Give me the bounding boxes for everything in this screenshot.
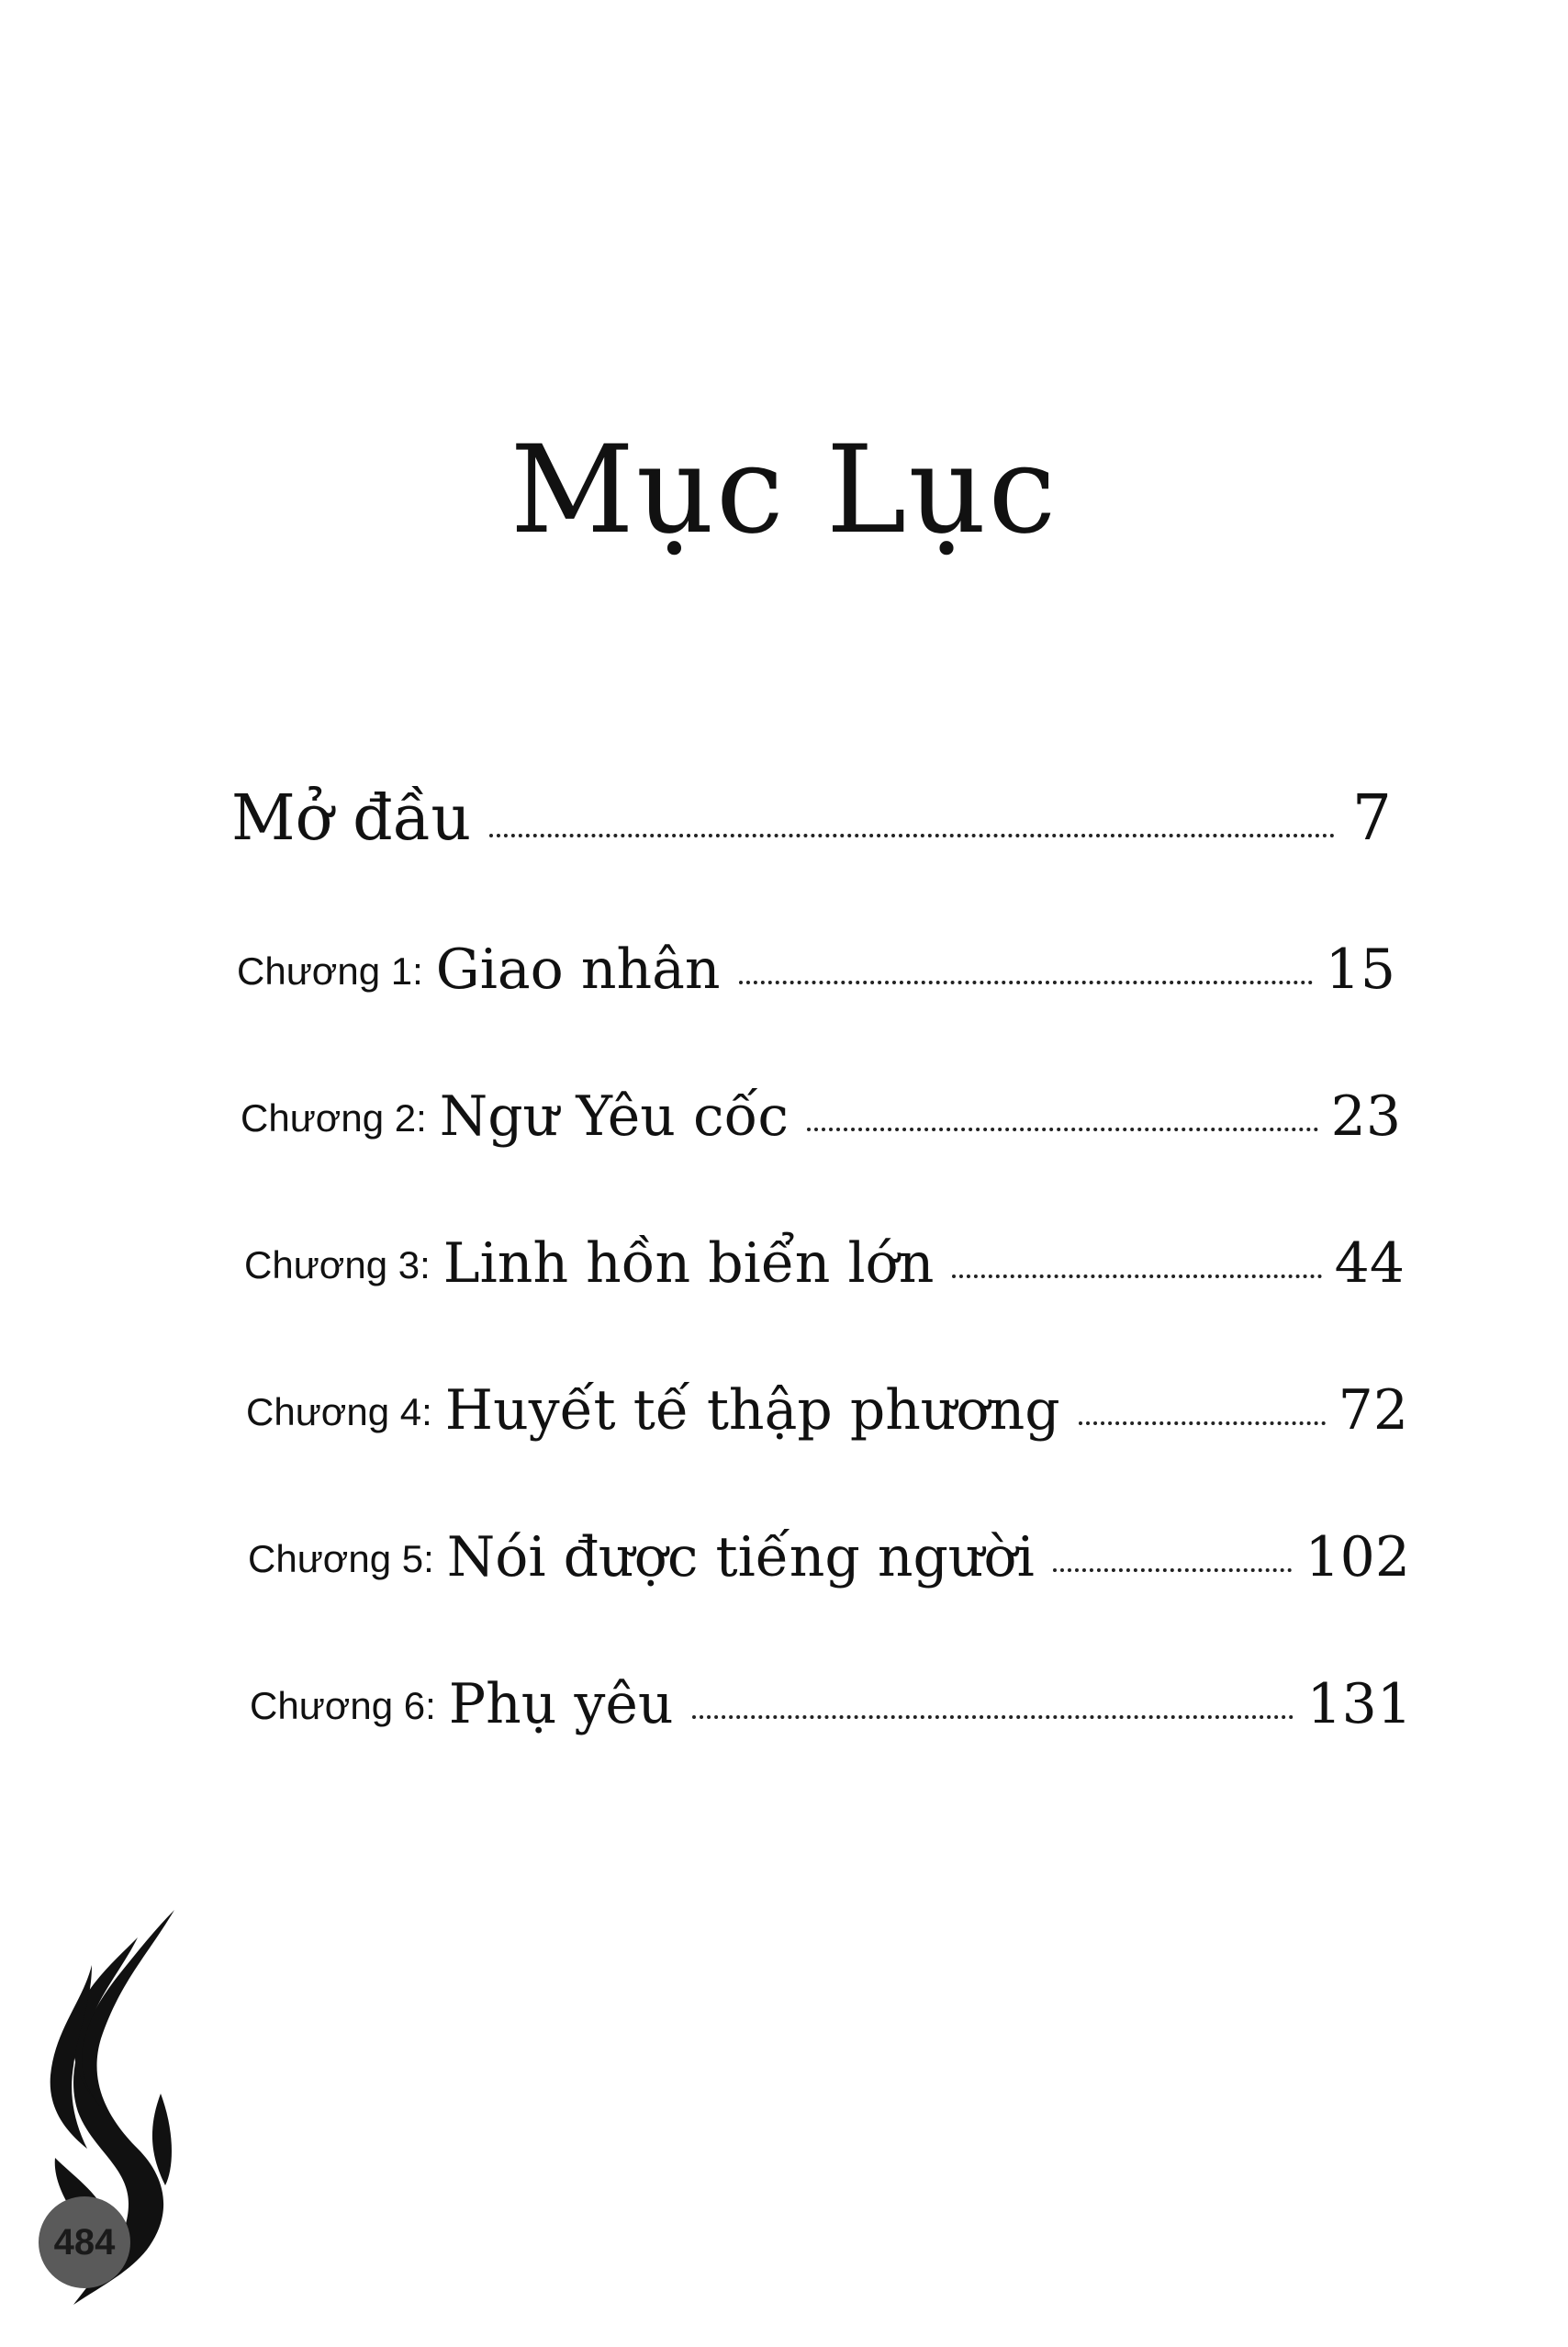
toc-dot-leader bbox=[489, 834, 1335, 837]
toc-page-number: 131 bbox=[1306, 1672, 1412, 1736]
toc-chapter-name: Ngư Yêu cốc bbox=[439, 1084, 789, 1149]
toc-chapter-name: Mở đầu bbox=[231, 782, 472, 855]
toc-chapter-prefix: Chương 4: bbox=[246, 1390, 432, 1433]
toc-page-number: 72 bbox=[1338, 1378, 1408, 1443]
toc-dot-leader bbox=[1079, 1421, 1326, 1425]
toc-chapter-name: Huyết tế thập phương bbox=[444, 1378, 1060, 1443]
toc-page-number: 102 bbox=[1305, 1525, 1410, 1589]
toc-page-number: 44 bbox=[1334, 1231, 1405, 1296]
toc-dot-leader bbox=[739, 981, 1313, 984]
toc-chapter-prefix: Chương 1: bbox=[237, 949, 423, 993]
toc-dot-leader bbox=[692, 1715, 1294, 1719]
toc-chapter-name: Linh hồn biển lớn bbox=[442, 1231, 935, 1296]
toc-chapter-prefix: Chương 6: bbox=[250, 1684, 436, 1727]
page-number-badge: 484 bbox=[39, 2196, 130, 2288]
toc-row-intro[interactable] bbox=[231, 753, 1392, 854]
toc-chapter-prefix: Chương 5: bbox=[248, 1537, 434, 1580]
toc-row-chapter-2[interactable] bbox=[241, 1047, 1401, 1148]
toc-row-chapter-4[interactable] bbox=[246, 1341, 1408, 1442]
toc-dot-leader bbox=[807, 1128, 1318, 1131]
toc-row-chapter-6[interactable] bbox=[250, 1634, 1412, 1735]
toc-chapter-name: Giao nhân bbox=[435, 938, 721, 1002]
toc-row-chapter-3[interactable] bbox=[244, 1194, 1405, 1295]
toc-chapter-prefix: Chương 2: bbox=[241, 1096, 427, 1140]
toc-chapter-prefix: Chương 3: bbox=[244, 1243, 431, 1286]
toc-page-number: 23 bbox=[1330, 1084, 1401, 1149]
toc-chapter-name: Phụ yêu bbox=[448, 1672, 674, 1736]
toc-chapter-name: Nói được tiếng người bbox=[446, 1525, 1035, 1589]
toc-page-number: 7 bbox=[1351, 782, 1392, 855]
toc-dot-leader bbox=[1053, 1568, 1293, 1572]
toc-page-number: 15 bbox=[1325, 938, 1395, 1002]
toc-dot-leader bbox=[952, 1275, 1321, 1278]
toc-row-chapter-1[interactable] bbox=[237, 900, 1395, 1001]
page-title: Mục Lục bbox=[510, 420, 1058, 562]
toc-row-chapter-5[interactable] bbox=[248, 1488, 1410, 1589]
